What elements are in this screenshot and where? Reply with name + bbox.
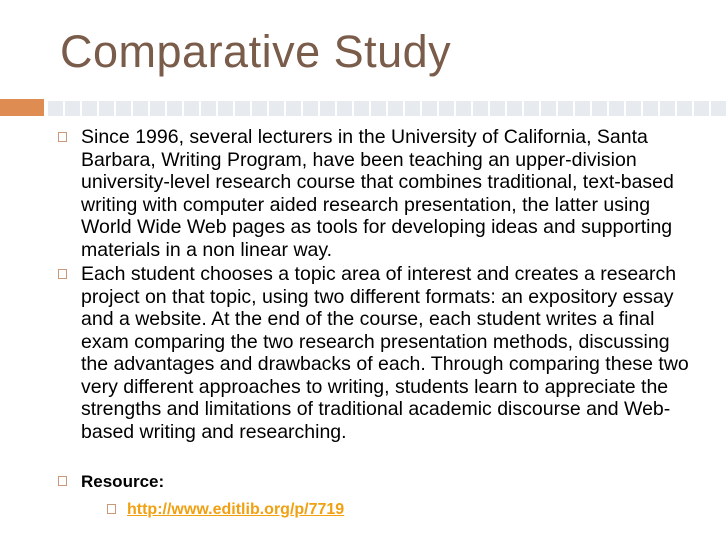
square-bullet-icon: [58, 476, 67, 486]
resource-subitem: [81, 500, 698, 520]
bullet-item: [58, 126, 698, 261]
resource-link[interactable]: http://www.editlib.org/p/7719: [127, 500, 345, 518]
square-bullet-icon: [58, 269, 67, 279]
accent-bar-orange: [0, 99, 44, 116]
bullet-text: Since 1996, several lecturers in the University of California, Santa Barbara, Writing Program, have been teaching an upper-division university-level research course that combines traditional, text-based writing with computer aided research presentation, the latter using World Wide Web pages as tools for developing ideas and supporting materials in a non linear way.: [81, 126, 674, 261]
square-bullet-icon: [58, 132, 67, 142]
square-bullet-icon: [107, 504, 116, 514]
resource-item: [58, 470, 698, 520]
accent-bar-squares: [46, 99, 728, 116]
bullet-item: [58, 263, 698, 443]
slide-title: Comparative Study: [60, 26, 452, 77]
bullet-text: Each student chooses a topic area of interest and creates a research project on that topic, using two different formats: an expository essay and a website. At the end of the course, each student writes a final exam comparing the two research presentation methods, discussing the advantages and drawbacks of each. Through comparing these two very different approaches to writing, students learn to appreciate the strengths and limitations of traditional academic discourse and Web-based writing and researching.: [81, 263, 689, 443]
bullet-list: [58, 126, 698, 520]
resource-label: Resource:: [81, 472, 165, 491]
